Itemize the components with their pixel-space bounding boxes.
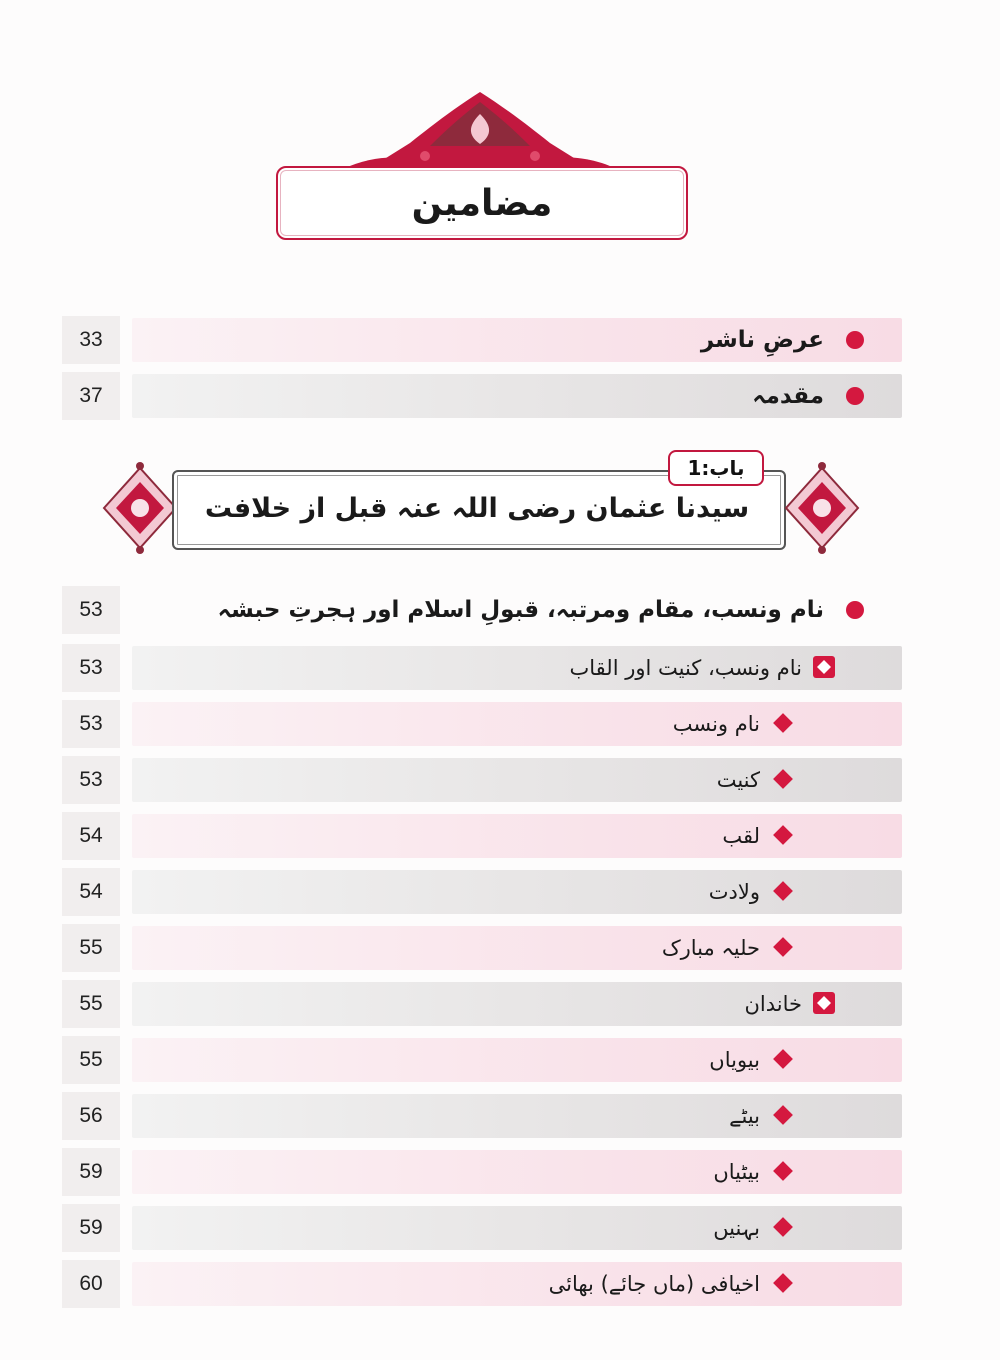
entry-label: ولادت bbox=[708, 880, 760, 904]
page-number: 53 bbox=[62, 700, 120, 748]
toc-row[interactable] bbox=[62, 1036, 902, 1084]
entry-label: بیٹیاں bbox=[713, 1160, 760, 1184]
floral-ornament-icon bbox=[100, 458, 178, 558]
page-number: 59 bbox=[62, 1148, 120, 1196]
toc-row[interactable] bbox=[62, 868, 902, 916]
page-number: 54 bbox=[62, 868, 120, 916]
page-number: 53 bbox=[62, 756, 120, 804]
entry-label: بیٹے bbox=[729, 1104, 760, 1128]
page-number: 55 bbox=[62, 980, 120, 1028]
page-number: 55 bbox=[62, 924, 120, 972]
page-number: 33 bbox=[62, 316, 120, 364]
page-number: 37 bbox=[62, 372, 120, 420]
entry-label: عرضِ ناشر bbox=[700, 327, 824, 353]
page-number: 54 bbox=[62, 812, 120, 860]
entry-label: کنیت bbox=[716, 768, 760, 792]
toc-row[interactable] bbox=[62, 1148, 902, 1196]
page-number: 53 bbox=[62, 586, 120, 634]
bullet-dot-icon bbox=[846, 331, 864, 349]
chapter-tag: باب:1 bbox=[668, 450, 764, 486]
page-number: 56 bbox=[62, 1092, 120, 1140]
page-number: 53 bbox=[62, 644, 120, 692]
toc-row[interactable] bbox=[62, 316, 902, 364]
toc-row[interactable] bbox=[62, 644, 902, 692]
page-number: 59 bbox=[62, 1204, 120, 1252]
entry-label: نام ونسب، کنیت اور القاب bbox=[569, 656, 802, 680]
floral-ornament-icon bbox=[782, 458, 860, 558]
entry-label: بہنیں bbox=[713, 1216, 760, 1240]
outline-diamond-icon bbox=[812, 655, 836, 679]
toc-row[interactable] bbox=[62, 756, 902, 804]
entry-label: اخیافی (ماں جائے) بھائی bbox=[548, 1272, 760, 1296]
entry-label: مقدمہ bbox=[752, 383, 824, 409]
entry-label: خاندان bbox=[744, 992, 802, 1016]
toc-row[interactable] bbox=[62, 980, 902, 1028]
toc-row[interactable] bbox=[62, 372, 902, 420]
toc-row[interactable] bbox=[62, 1092, 902, 1140]
outline-diamond-icon bbox=[812, 991, 836, 1015]
toc-row[interactable] bbox=[62, 586, 902, 634]
bullet-dot-icon bbox=[846, 387, 864, 405]
bullet-dot-icon bbox=[846, 601, 864, 619]
page-number: 60 bbox=[62, 1260, 120, 1308]
title-ornament-icon bbox=[330, 88, 630, 178]
page-number: 55 bbox=[62, 1036, 120, 1084]
entry-label: لقب bbox=[722, 824, 760, 848]
toc-row[interactable] bbox=[62, 1204, 902, 1252]
toc-row[interactable] bbox=[62, 812, 902, 860]
chapter-title: سیدنا عثمان رضی اللہ عنہ قبل از خلافت bbox=[204, 492, 750, 524]
toc-row[interactable] bbox=[62, 1260, 902, 1308]
entry-label: نام ونسب bbox=[672, 712, 760, 736]
toc-row[interactable] bbox=[62, 700, 902, 748]
entry-label: حلیہ مبارک bbox=[661, 936, 760, 960]
chapter-banner bbox=[100, 450, 860, 560]
toc-row[interactable] bbox=[62, 924, 902, 972]
contents-title: مضامین bbox=[411, 182, 553, 224]
entry-label: بیویاں bbox=[709, 1048, 760, 1072]
entry-label: نام ونسب، مقام ومرتبہ، قبولِ اسلام اور ہجرتِ حبشہ bbox=[217, 597, 824, 623]
contents-title-box bbox=[276, 166, 688, 240]
